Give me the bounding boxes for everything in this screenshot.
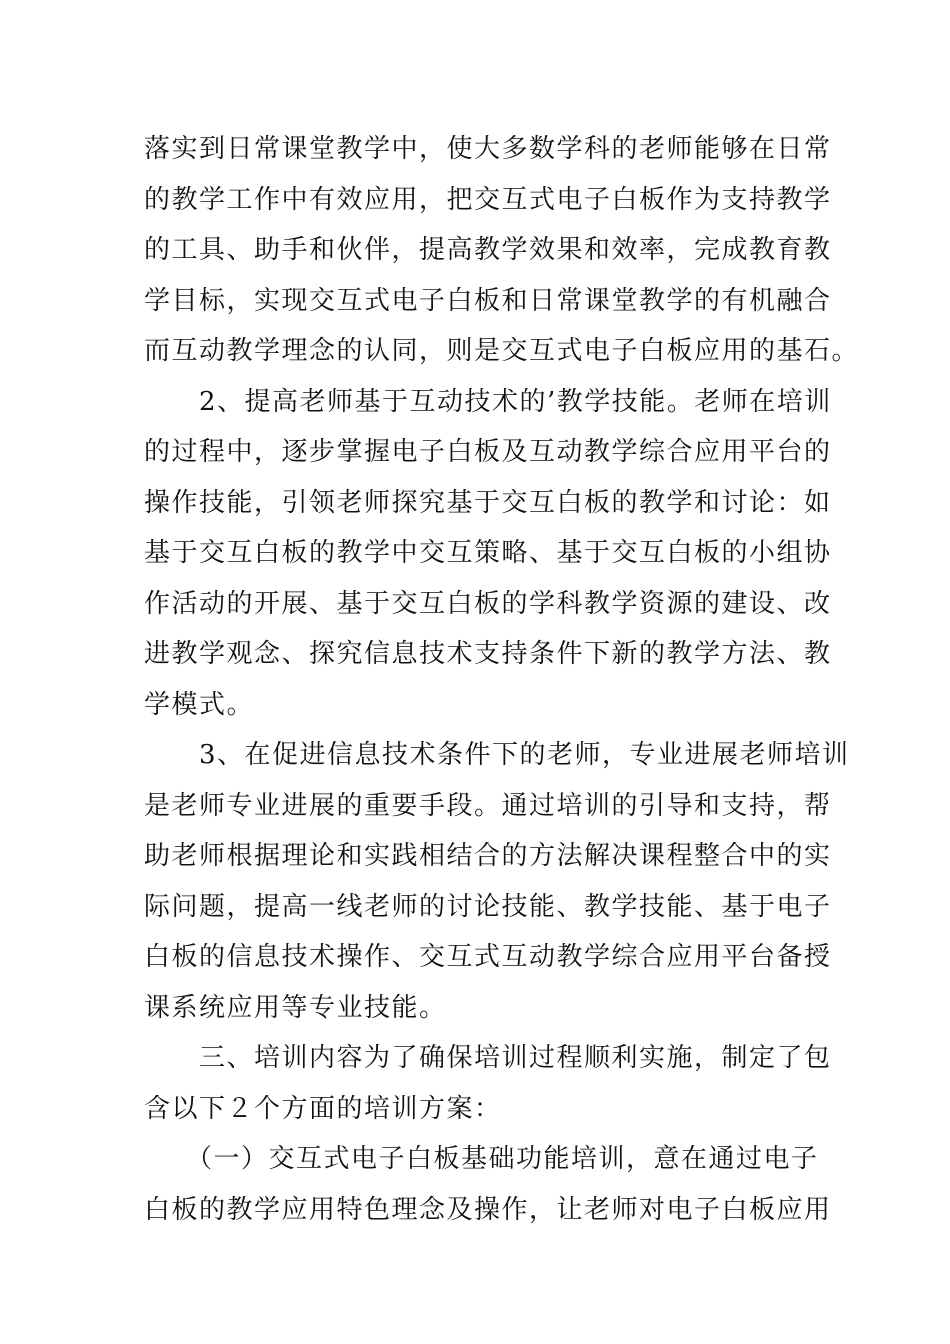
text-line: 基于交互白板的教学中交互策略、基于交互白板的小组协 (144, 538, 832, 568)
text-line: 白板的教学应用特色理念及操作，让老师对电子白板应用 (144, 1194, 832, 1225)
text-line: 的工具、助手和伙伴，提高教学效果和效率，完成教育教 (144, 235, 832, 265)
text-line: 进教学观念、探究信息技术支持条件下新的教学方法、教 (144, 639, 832, 669)
text-line: 2、提高老师基于互动技术的’教学技能。老师在培训 (144, 386, 832, 417)
paragraph-1 (144, 124, 860, 377)
text-line: 的教学工作中有效应用，把交互式电子白板作为支持教学 (144, 184, 832, 215)
text-line: 作活动的开展、基于交互白板的学科教学资源的建设、改 (144, 588, 832, 619)
text-line: 而互动教学理念的认同，则是交互式电子白板应用的基石。 (144, 336, 860, 366)
text-line: 际问题，提高一线老师的讨论技能、教学技能、基于电子 (144, 891, 832, 922)
text-line: 助老师根据理论和实践相结合的方法解决课程整合中的实 (144, 841, 832, 871)
text-line: 的过程中，逐步掌握电子白板及互动教学综合应用平台的 (144, 437, 832, 467)
paragraph-4 (144, 1033, 832, 1134)
paragraph-2 (144, 377, 832, 731)
text-line: 落实到日常课堂教学中，使大多数学科的老师能够在日常 (144, 134, 832, 164)
text-line: 三、培训内容为了确保培训过程顺利实施，制定了包 (144, 1043, 832, 1073)
text-line: 是老师专业进展的重要手段。通过培训的引导和支持，帮 (144, 790, 832, 821)
body-text (144, 124, 860, 1235)
text-line: 含以下２个方面的培训方案： (144, 1093, 502, 1124)
text-line: 课系统应用等专业技能。 (144, 992, 447, 1023)
text-line: 学模式。 (144, 689, 255, 720)
paragraph-3 (144, 730, 850, 1033)
text-line: 操作技能，引领老师探究基于交互白板的教学和讨论：如 (144, 487, 832, 518)
text-line: 白板的信息技术操作、交互式互动教学综合应用平台备授 (144, 942, 832, 972)
text-line: 学目标，实现交互式电子白板和日常课堂教学的有机融合 (144, 285, 832, 316)
text-line: （一）交互式电子白板基础功能培训，意在通过电子 (144, 1144, 819, 1174)
text-line: 3、在促进信息技术条件下的老师，专业进展老师培训 (144, 740, 850, 770)
paragraph-5 (144, 1134, 832, 1235)
